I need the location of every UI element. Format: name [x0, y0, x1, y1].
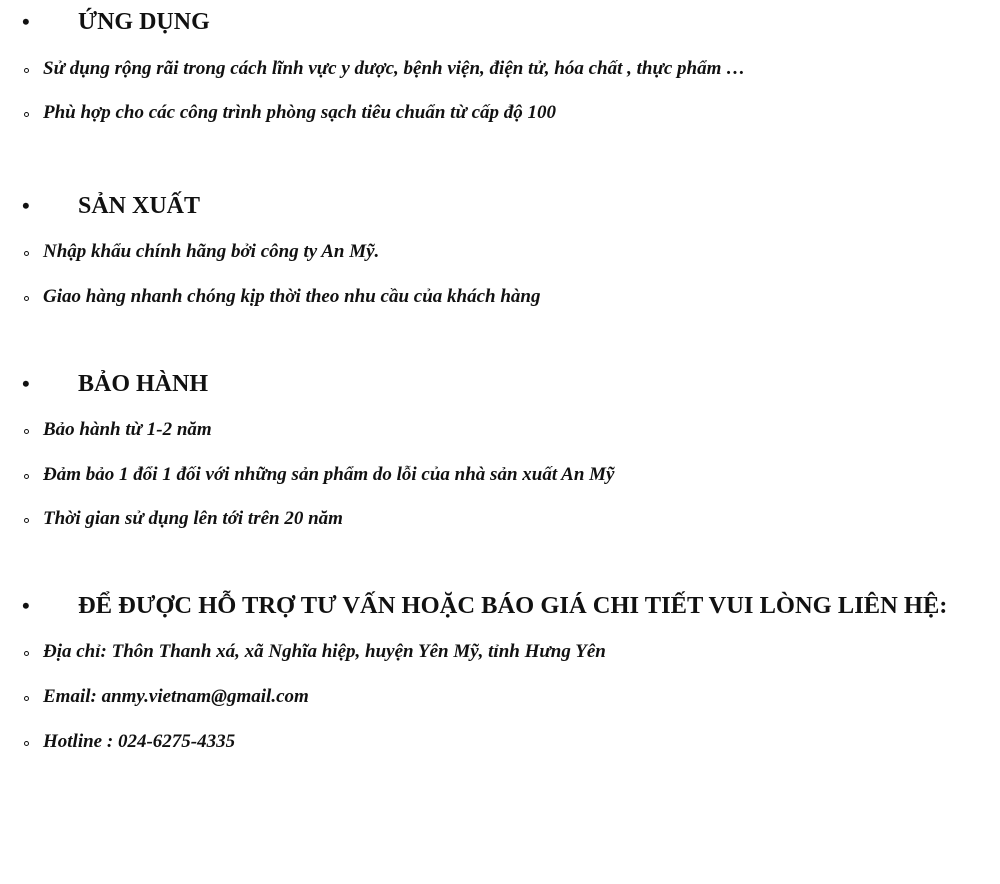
list-item-text: Đảm bảo 1 đổi 1 đối với những sản phẩm do lỗi của nhà sản xuất An Mỹ	[43, 464, 615, 485]
list-item	[0, 99, 1000, 127]
section-title: SẢN XUẤT	[78, 192, 201, 219]
circle-bullet-icon	[24, 68, 29, 73]
circle-bullet-icon	[24, 651, 29, 656]
list-item-text: Hotline : 024-6275-4335	[43, 731, 236, 752]
list-item-text: Bảo hành từ 1-2 năm	[43, 419, 212, 440]
section-title: ĐỂ ĐƯỢC HỖ TRỢ TƯ VẤN HOẶC BÁO GIÁ CHI TIẾT VUI LÒNG LIÊN HỆ:	[78, 592, 948, 619]
list-item-text: Thời gian sử dụng lên tới trên 20 năm	[43, 508, 343, 529]
list-item	[0, 416, 1000, 444]
list-item	[0, 461, 1000, 489]
circle-bullet-icon	[24, 518, 29, 523]
circle-bullet-icon	[24, 429, 29, 434]
list-item-text: Địa chỉ: Thôn Thanh xá, xã Nghĩa hiệp, huyện Yên Mỹ, tỉnh Hưng Yên	[43, 641, 606, 662]
bullet-icon: •	[22, 371, 30, 396]
list-item-text: Nhập khẩu chính hãng bởi công ty An Mỹ.	[43, 241, 380, 262]
circle-bullet-icon	[24, 474, 29, 479]
circle-bullet-icon	[24, 296, 29, 301]
circle-bullet-icon	[24, 696, 29, 701]
circle-bullet-icon	[24, 251, 29, 256]
list-item	[0, 505, 1000, 533]
circle-bullet-icon	[24, 112, 29, 117]
list-item-text: Giao hàng nhanh chóng kịp thời theo nhu cầu của khách hàng	[43, 286, 541, 307]
contact-hotline	[0, 728, 1000, 756]
bullet-icon: •	[22, 9, 30, 34]
list-item	[0, 238, 1000, 266]
list-item-text: Email: anmy.vietnam@gmail.com	[43, 686, 309, 707]
section-title: ỨNG DỤNG	[78, 8, 210, 35]
section-heading-san-xuat	[0, 189, 1000, 223]
circle-bullet-icon	[24, 741, 29, 746]
list-item	[0, 283, 1000, 311]
list-item-text: Phù hợp cho các công trình phòng sạch tiêu chuẩn từ cấp độ 100	[43, 102, 557, 123]
section-heading-contact	[0, 589, 1000, 623]
contact-address	[0, 638, 1000, 666]
section-title: BẢO HÀNH	[78, 370, 209, 397]
section-heading-ung-dung	[0, 5, 1000, 39]
bullet-icon: •	[22, 193, 30, 218]
list-item-text: Sử dụng rộng rãi trong cách lĩnh vực y dược, bệnh viện, điện tử, hóa chất , thực phẩm …	[43, 58, 746, 79]
contact-email	[0, 683, 1000, 711]
bullet-icon: •	[22, 593, 30, 618]
section-heading-bao-hanh	[0, 367, 1000, 401]
list-item	[0, 55, 1000, 83]
